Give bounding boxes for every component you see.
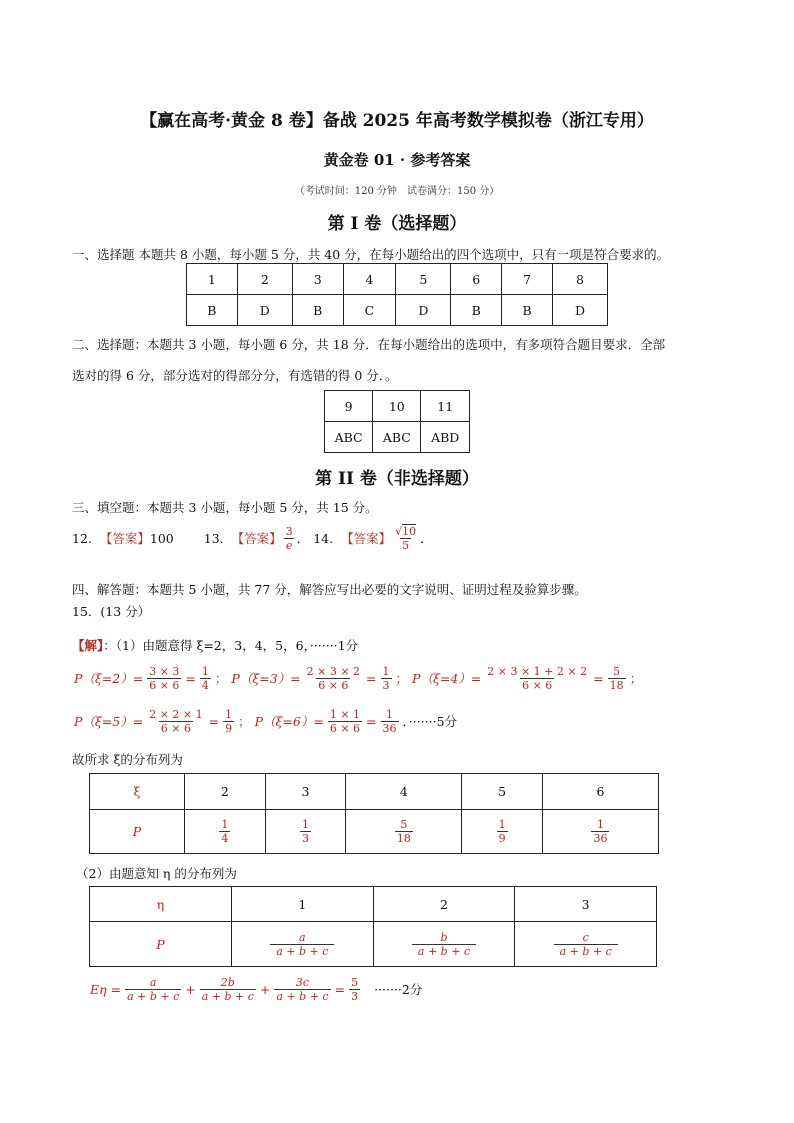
fraction-numerator: 1 (302, 818, 309, 831)
plus: + (185, 981, 196, 997)
equals: = (334, 981, 346, 997)
answer-tag: 【答案】 (99, 531, 150, 546)
part2-heading: 第 II 卷（非选择题） (315, 469, 479, 489)
table-cell (185, 810, 266, 854)
p4-fraction (608, 665, 626, 692)
solution-step1 (72, 636, 358, 654)
section1-text: 一、选择题 本题共 8 小题，每小题 5 分，共 40 分，在每小题给出的四个选项中，只有一项是符合要求的。 (72, 247, 670, 262)
table-cell (515, 922, 657, 967)
table-cell: 6 (542, 774, 658, 810)
fraction-numerator: 1 (596, 818, 604, 831)
table-cell (346, 810, 462, 854)
fraction-numerator: a (149, 975, 157, 989)
fraction-denominator: 36 (382, 721, 397, 735)
p2-expr-fraction (147, 665, 181, 692)
fraction-denominator: 36 (593, 832, 608, 845)
step1-text: ：（1）由题意得 ξ=2，3，4，5，6，·······1分 (103, 638, 359, 653)
expect-result (349, 976, 360, 1003)
fraction-denominator: 4 (201, 678, 209, 692)
dot: ． (420, 531, 433, 546)
fraction-numerator: 5 (613, 664, 621, 678)
dot: ． (296, 531, 310, 546)
fraction-numerator: 5 (351, 975, 359, 989)
fraction-denominator: 6 × 6 (160, 721, 192, 735)
expectation-line (88, 971, 424, 1007)
table-cell: B (502, 295, 553, 326)
p3-label: P（ξ=3）= (231, 671, 301, 686)
fraction-numerator: 2b (220, 975, 235, 989)
fraction-numerator: 3 × 3 (149, 664, 180, 678)
table-cell: ABC (325, 422, 373, 453)
table-cell: C (343, 295, 396, 326)
table-cell: 8 (552, 264, 607, 295)
fraction-denominator: a + b + c (127, 989, 180, 1003)
p5-expr-fraction (147, 708, 204, 735)
q12-value: 100 (149, 530, 174, 546)
p3-fraction (381, 665, 392, 692)
fraction-denominator: a + b + c (412, 944, 476, 958)
answer-tag: 【答案】 (341, 531, 392, 546)
fraction-numerator: 3 (285, 524, 293, 538)
fraction-denominator: 3 (302, 832, 309, 845)
plus: + (259, 981, 271, 997)
fraction-denominator: 6 × 6 (329, 721, 361, 735)
p5-fraction (223, 708, 234, 735)
table-cell: 3 (515, 887, 657, 922)
fraction-numerator: √10 (395, 524, 417, 538)
table-cell: 3 (265, 774, 346, 810)
table-header-cell: P (90, 922, 232, 967)
table-cell: ABC (373, 422, 421, 453)
q12-number: 12. (72, 530, 92, 546)
separator: ； (214, 671, 228, 686)
fraction-numerator: 3c (295, 975, 310, 989)
table-cell (462, 810, 543, 854)
document-subtitle: 黄金卷 01 · 参考答案 (323, 151, 471, 169)
sqrt-radicand: 10 (402, 524, 417, 538)
fraction-denominator: 9 (225, 721, 233, 735)
table-cell: 2 (185, 774, 266, 810)
solution-tag: 【解】 (72, 638, 104, 653)
fraction-numerator: a (299, 930, 306, 944)
document-title: 【赢在高考·黄金 8 卷】备战 2025 年高考数学模拟卷（浙江专用） (140, 111, 654, 131)
answer-table-1 (186, 263, 608, 326)
part1-heading: 第 I 卷（选择题） (327, 214, 467, 234)
fraction-denominator: 6 × 6 (318, 678, 349, 692)
fraction-numerator: 1 (201, 664, 209, 678)
p4-expr-fraction (485, 665, 589, 692)
prob-line-1: P（ξ=2）= $\frac{3 \times 3}{6 \times 6}$ = $\frac{1}{4}$ ； P（ξ=3）= $\frac{2 \times 3 \times 2}{6 \times 6}$ = $\frac{1}{3}$ ； P（ξ=4）= $\frac{2 \times 3 \times 1 + 2 \times 2}{6 \times 6}$ = $\frac{5}{18}$ ； (74, 664, 643, 692)
fraction-denominator: 3 (382, 678, 390, 692)
section2-line2: 选对的得 6 分，部分选对的得部分分，有选错的得 0 分．。 (72, 368, 398, 383)
separator: ； (395, 671, 409, 686)
fraction-numerator: b (440, 930, 448, 944)
fraction-denominator: 4 (221, 832, 229, 845)
table-header-cell: P (90, 810, 185, 854)
table-cell: 9 (325, 391, 373, 422)
table-header-cell: η (90, 887, 232, 922)
table-cell: B (451, 295, 502, 326)
table-cell: 5 (462, 774, 543, 810)
fraction-denominator: 6 × 6 (522, 678, 553, 692)
section3-text: 三、填空题：本题共 3 小题，每小题 5 分，共 15 分。 (72, 500, 378, 515)
fraction-numerator: 1 (225, 707, 233, 721)
fill-answers (72, 520, 433, 556)
answer-tag: 【答案】 (231, 531, 282, 546)
table-cell (373, 922, 515, 967)
fraction-denominator: a + b + c (270, 944, 334, 958)
fraction-numerator: c (582, 930, 589, 944)
q14-fraction (393, 525, 418, 552)
table-cell: 1 (232, 887, 374, 922)
fraction-numerator: 1 (386, 707, 394, 721)
table-cell: ABD (421, 422, 470, 453)
table-cell: B (292, 295, 343, 326)
p2-fraction (200, 665, 211, 692)
table-cell: D (396, 295, 451, 326)
fraction-denominator: 9 (498, 832, 506, 845)
p3-expr-fraction (305, 665, 362, 692)
fraction-numerator: 1 × 1 (329, 707, 361, 721)
table-cell: 11 (421, 391, 470, 422)
fraction-denominator: a + b + c (276, 989, 329, 1003)
fraction-denominator: 5 (402, 538, 410, 552)
table-cell: 4 (346, 774, 462, 810)
separator: ； (629, 671, 643, 686)
table-cell: 1 (187, 264, 238, 295)
eta-distribution-table (89, 886, 657, 967)
table-cell: 2 (373, 887, 515, 922)
table-cell: 7 (502, 264, 553, 295)
table-cell: 10 (373, 391, 421, 422)
table-cell: 4 (343, 264, 396, 295)
table-cell: D (552, 295, 607, 326)
p6-fraction (381, 708, 399, 735)
expect-term-1 (125, 976, 181, 1003)
table-header-cell: ξ (90, 774, 185, 810)
p2-label: P（ξ=2）= (74, 671, 144, 686)
q14-number: 14. (313, 530, 334, 546)
fraction-denominator: 3 (351, 989, 359, 1003)
table-cell (232, 922, 374, 967)
section4-text: 四、解答题：本题共 5 小题，共 77 分，解答应写出必要的文字说明、证明过程及验算步骤。 (72, 582, 587, 597)
p5-label: P（ξ=5）= (74, 714, 144, 729)
fraction-numerator: 1 (498, 818, 506, 831)
fraction-denominator: a + b + c (201, 989, 254, 1003)
table-cell: 6 (451, 264, 502, 295)
xi-dist-text: 故所求 ξ的分布列为 (72, 752, 183, 767)
table-cell (265, 810, 346, 854)
fraction-numerator: 1 (382, 664, 390, 678)
fraction-denominator: 18 (609, 678, 624, 692)
p4-label: P（ξ=4）= (412, 671, 482, 686)
table-cell: D (237, 295, 292, 326)
separator: ； (238, 714, 251, 729)
fraction-denominator: e (285, 538, 293, 552)
table-cell (542, 810, 658, 854)
fraction-numerator: 5 (400, 818, 408, 831)
p6-tail: ．·······5分 (402, 714, 458, 729)
answer-table-2 (324, 390, 470, 453)
fraction-denominator: 18 (396, 832, 411, 845)
fraction-denominator: 6 × 6 (149, 678, 180, 692)
fraction-numerator: 2 × 3 × 2 (306, 664, 361, 678)
expectation-tail: ·······2分 (374, 982, 423, 997)
fraction-numerator: 1 (221, 818, 229, 831)
table-cell: 3 (292, 264, 343, 295)
xi-distribution-table (89, 773, 659, 854)
expect-term-2 (200, 976, 256, 1003)
p6-expr-fraction (328, 708, 362, 735)
expect-term-3 (274, 976, 330, 1003)
q13-number: 13. (203, 530, 224, 546)
prob-line-2: P（ξ=5）= $\frac{2 \times 2 \times 1}{6 \times 6}$ = $\frac{1}{9}$ ； P（ξ=6）= $\frac{1 \times 1}{6 \times 6}$ = $\frac{1}{36}$ ．·······5分 (74, 707, 458, 735)
solution-step2: （2）由题意知 η 的分布列为 (76, 866, 237, 881)
fraction-denominator: a + b + c (554, 944, 618, 958)
q13-fraction (284, 525, 295, 552)
expectation-label: Eη = (90, 981, 122, 997)
p6-label: P（ξ=6）= (254, 714, 324, 729)
exam-info: （考试时间：120 分钟 试卷满分：150 分） (294, 186, 500, 197)
fraction-numerator: 2 × 2 × 1 (149, 707, 203, 721)
fraction-numerator: 2 × 3 × 1 + 2 × 2 (487, 664, 588, 678)
section2-line1: 二、选择题：本题共 3 小题，每小题 6 分，共 18 分．在每小题给出的选项中，有多项符合题目要求．全部 (72, 337, 666, 352)
q15-heading: 15．(13 分） (72, 604, 151, 619)
table-cell: 5 (396, 264, 451, 295)
table-cell: B (187, 295, 238, 326)
table-cell: 2 (237, 264, 292, 295)
